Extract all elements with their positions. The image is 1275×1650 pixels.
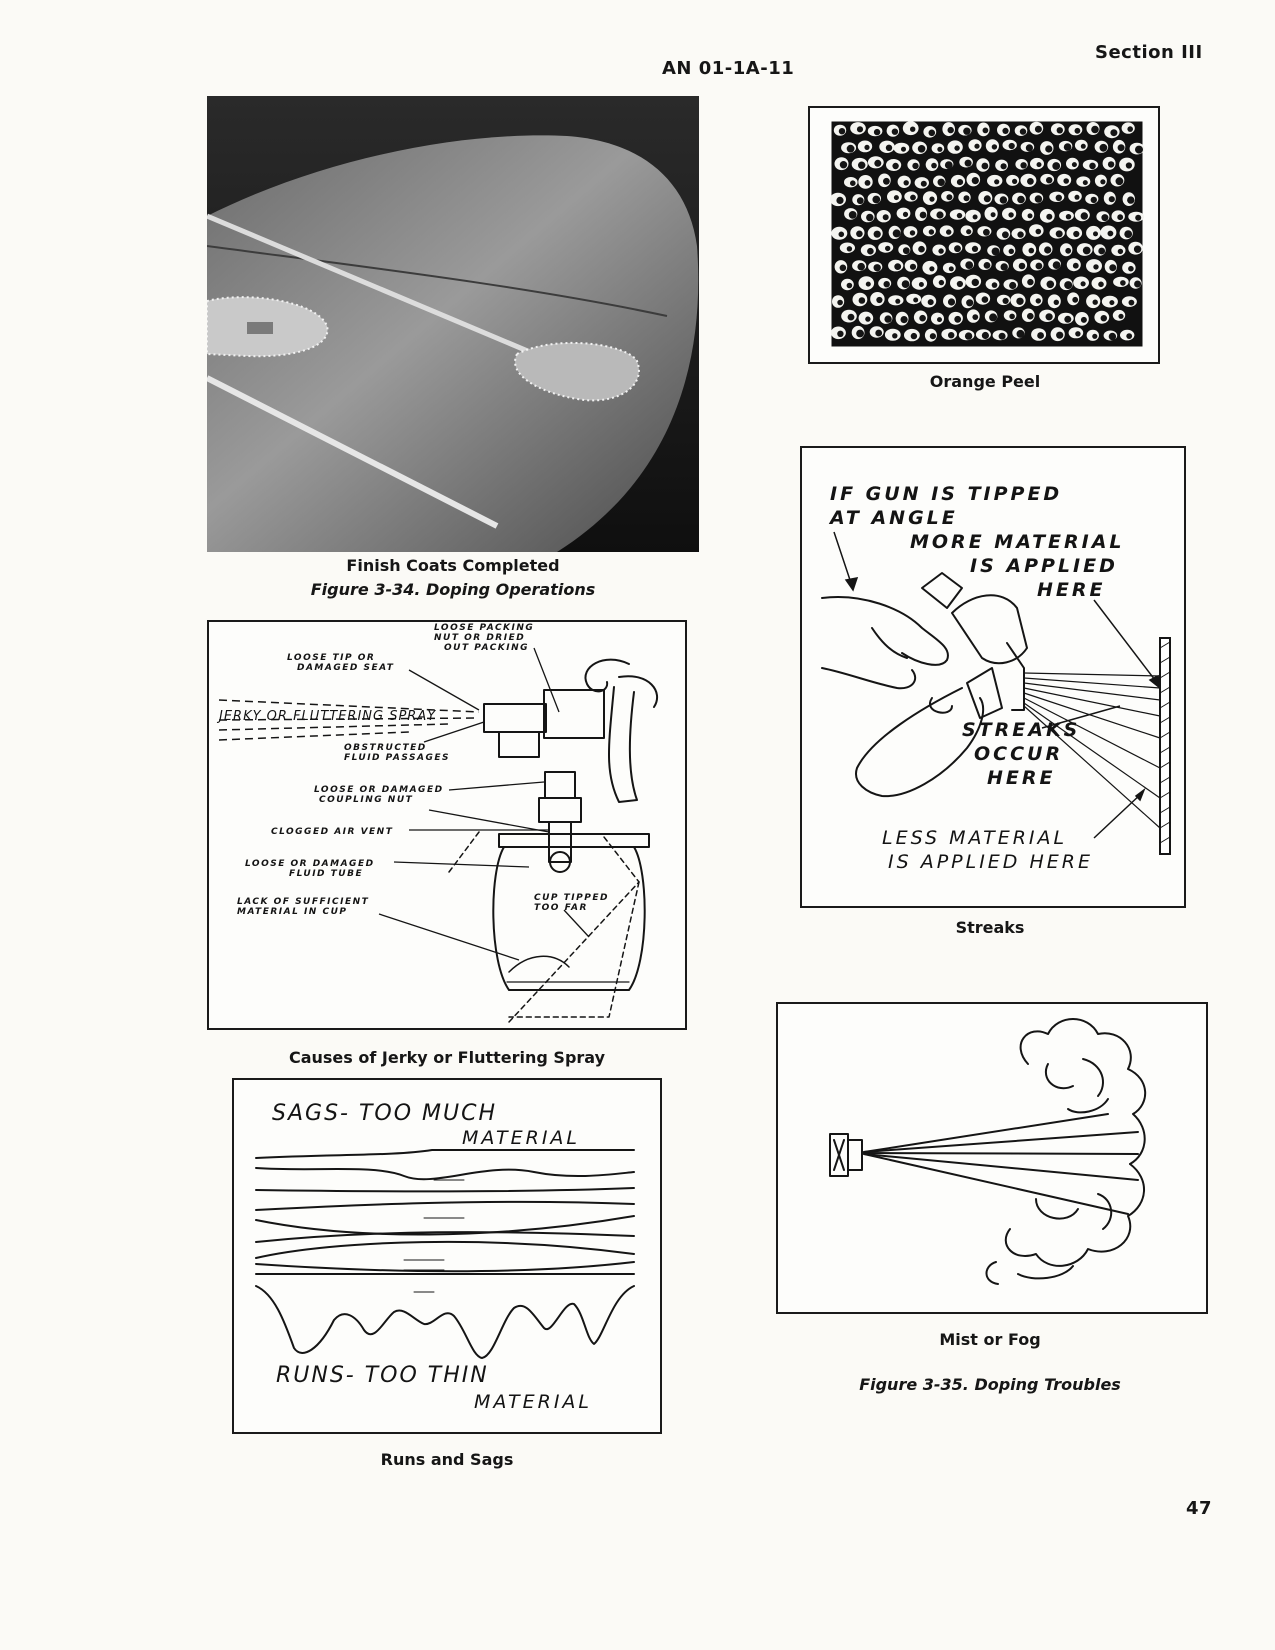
peel-shadow bbox=[884, 281, 890, 287]
peel-shadow bbox=[1019, 263, 1026, 270]
peel-shadow bbox=[865, 316, 870, 321]
peel-shadow bbox=[1056, 230, 1063, 237]
peel-shadow bbox=[982, 296, 989, 303]
peel-shadow bbox=[910, 195, 916, 201]
label-gun-1: IF GUN IS TIPPED bbox=[830, 483, 1063, 505]
peel-shadow bbox=[866, 282, 871, 287]
peel-shadow bbox=[930, 333, 936, 339]
peel-shadow bbox=[989, 313, 997, 321]
figure-3-35-caption: Figure 3-35. Doping Troubles bbox=[859, 1375, 1121, 1394]
peel-shadow bbox=[948, 127, 954, 133]
peel-shadow bbox=[1020, 162, 1026, 168]
orange-peel-diagram bbox=[808, 106, 1160, 364]
peel-shadow bbox=[957, 213, 962, 218]
peel-shadow bbox=[1092, 334, 1097, 339]
peel-shadow bbox=[991, 212, 996, 217]
label-air-vent: CLOGGED AIR VENT bbox=[271, 827, 394, 837]
mist-fog-diagram bbox=[776, 1002, 1208, 1314]
label-runs-1: RUNS- TOO THIN bbox=[276, 1363, 489, 1388]
label-sags-1: SAGS- TOO MUCH bbox=[272, 1101, 498, 1126]
peel-shadow bbox=[1046, 313, 1053, 320]
label-more-3: HERE bbox=[1037, 579, 1106, 601]
peel-shadow bbox=[1100, 179, 1105, 184]
peel-shadow bbox=[999, 333, 1006, 340]
peel-shadow bbox=[965, 332, 972, 339]
peel-shadow bbox=[945, 161, 953, 169]
peel-shadow bbox=[886, 145, 892, 151]
peel-shadow bbox=[1101, 214, 1108, 221]
peel-shadow bbox=[1000, 196, 1007, 203]
peel-shadow bbox=[1003, 298, 1009, 304]
peel-shadow bbox=[1073, 263, 1079, 269]
peel-shadow bbox=[929, 130, 936, 137]
peel-shadow bbox=[983, 229, 990, 236]
label-loose-packing-2: NUT OR DRIED bbox=[434, 633, 526, 643]
peel-shadow bbox=[949, 266, 954, 271]
peel-shadow bbox=[965, 261, 973, 269]
peel-shadow bbox=[1126, 162, 1132, 168]
label-lack-1: LACK OF SUFFICIENT bbox=[237, 897, 370, 907]
finish-coats-caption: Finish Coats Completed bbox=[346, 556, 560, 575]
peel-shadow bbox=[938, 179, 945, 186]
peel-shadow bbox=[1064, 143, 1072, 151]
peel-shadow bbox=[858, 162, 865, 169]
peel-shadow bbox=[1134, 281, 1141, 288]
peel-shadow bbox=[948, 332, 954, 338]
label-cup-tipped-2: TOO FAR bbox=[534, 903, 588, 913]
peel-shadow bbox=[982, 163, 989, 170]
label-less-1: LESS MATERIAL bbox=[882, 827, 1068, 849]
peel-shadow bbox=[966, 299, 973, 306]
peel-shadow bbox=[1083, 180, 1088, 185]
peel-shadow bbox=[883, 178, 890, 185]
peel-shadow bbox=[921, 181, 927, 187]
peel-shadow bbox=[1098, 282, 1104, 288]
peel-shadow bbox=[1093, 300, 1098, 305]
peel-shadow bbox=[1129, 300, 1135, 306]
peel-shadow bbox=[892, 163, 898, 169]
peel-shadow bbox=[1036, 229, 1042, 235]
finish-coats-photo bbox=[207, 96, 699, 552]
peel-shadow bbox=[1101, 315, 1107, 321]
peel-shadow bbox=[847, 246, 852, 251]
peel-shadow bbox=[884, 315, 891, 322]
peel-shadow bbox=[857, 263, 865, 271]
label-gun-2: AT ANGLE bbox=[830, 507, 958, 529]
peel-shadow bbox=[929, 197, 934, 202]
peel-shadow bbox=[867, 248, 874, 255]
peel-shadow bbox=[893, 229, 901, 237]
peel-shadow bbox=[1045, 145, 1052, 152]
peel-shadow bbox=[1098, 248, 1105, 255]
peel-shadow bbox=[1108, 231, 1114, 237]
peel-shadow bbox=[954, 316, 961, 323]
peel-shadow bbox=[1091, 197, 1097, 203]
peel-shadow bbox=[839, 232, 845, 238]
peel-shadow bbox=[1089, 163, 1096, 170]
peel-shadow bbox=[1009, 143, 1015, 149]
peel-shadow bbox=[1135, 146, 1143, 154]
peel-shadow bbox=[1093, 231, 1098, 236]
peel-shadow bbox=[894, 195, 899, 200]
jerky-spray-caption: Causes of Jerky or Fluttering Spray bbox=[288, 1048, 606, 1067]
peel-shadow bbox=[874, 264, 881, 271]
peel-shadow bbox=[911, 333, 917, 339]
peel-shadow bbox=[1081, 317, 1087, 323]
label-fluid-tube-2: FLUID TUBE bbox=[289, 869, 364, 879]
peel-shadow bbox=[966, 229, 971, 234]
peel-shadow bbox=[872, 196, 880, 204]
peel-shadow bbox=[954, 245, 961, 252]
peel-shadow bbox=[850, 180, 856, 186]
peel-shadow bbox=[1108, 161, 1114, 167]
peel-shadow bbox=[1017, 231, 1023, 237]
peel-shadow bbox=[1017, 330, 1025, 338]
peel-shadow bbox=[910, 127, 915, 132]
peel-shadow bbox=[1065, 248, 1071, 254]
peel-shadow bbox=[1109, 264, 1116, 271]
streaks-diagram bbox=[800, 446, 1186, 908]
peel-shadow bbox=[836, 197, 843, 204]
label-fluid-tube-1: LOOSE OR DAMAGED bbox=[245, 859, 375, 869]
mist-fog-caption: Mist or Fog bbox=[939, 1330, 1041, 1349]
document-number: AN 01-1A-11 bbox=[662, 58, 795, 79]
label-coupling-2: COUPLING NUT bbox=[319, 795, 414, 805]
runs-sags-diagram bbox=[232, 1078, 662, 1434]
peel-shadow bbox=[1054, 300, 1059, 305]
peel-shadow bbox=[1056, 332, 1063, 339]
label-obstructed-1: OBSTRUCTED bbox=[344, 743, 427, 753]
peel-shadow bbox=[847, 283, 853, 289]
peel-shadow bbox=[904, 180, 909, 185]
peel-shadow bbox=[865, 180, 871, 186]
orange-peel-caption: Orange Peel bbox=[929, 372, 1041, 391]
peel-shadow bbox=[874, 231, 881, 238]
peel-shadow bbox=[938, 248, 943, 253]
peel-shadow bbox=[965, 160, 972, 167]
peel-shadow bbox=[1081, 212, 1088, 219]
peel-shadow bbox=[992, 282, 998, 288]
peel-shadow bbox=[856, 231, 863, 238]
peel-shadow bbox=[849, 211, 857, 219]
peel-shadow bbox=[875, 330, 882, 337]
peel-shadow bbox=[954, 145, 959, 150]
peel-shadow bbox=[1008, 212, 1013, 217]
peel-shadow bbox=[1073, 231, 1079, 237]
peel-shadow bbox=[929, 266, 934, 271]
peel-shadow bbox=[903, 247, 910, 254]
label-loose-tip-1: LOOSE TIP OR bbox=[287, 653, 376, 663]
peel-shadow bbox=[1027, 178, 1034, 185]
label-streaks-1: STREAKS bbox=[962, 719, 1081, 741]
peel-shadow bbox=[1075, 331, 1080, 336]
peel-shadow bbox=[1064, 281, 1072, 289]
peel-shadow bbox=[918, 145, 926, 153]
peel-shadow bbox=[1118, 249, 1123, 254]
peel-shadow bbox=[902, 280, 910, 288]
peel-shadow bbox=[1036, 298, 1041, 303]
peel-shadow bbox=[929, 229, 934, 234]
peel-shadow bbox=[1053, 261, 1061, 269]
peel-shadow bbox=[856, 330, 864, 338]
peel-shadow bbox=[1052, 162, 1060, 170]
peel-shadow bbox=[857, 197, 864, 204]
peel-shadow bbox=[936, 211, 943, 218]
label-less-2: IS APPLIED HERE bbox=[888, 851, 1093, 873]
peel-shadow bbox=[1072, 297, 1078, 303]
peel-shadow bbox=[1027, 313, 1034, 320]
label-runs-2: MATERIAL bbox=[474, 1391, 593, 1413]
peel-shadow bbox=[1009, 282, 1016, 289]
peel-shadow bbox=[1072, 162, 1077, 167]
peel-shadow bbox=[939, 280, 944, 285]
peel-shadow bbox=[919, 315, 926, 322]
runs-sags-caption: Runs and Sags bbox=[380, 1450, 514, 1469]
peel-shadow bbox=[1009, 249, 1014, 254]
peel-shadow bbox=[1116, 177, 1124, 185]
peel-shadow bbox=[901, 147, 906, 152]
peel-shadow bbox=[1093, 264, 1098, 269]
peel-shadow bbox=[874, 129, 880, 135]
peel-shadow bbox=[1001, 163, 1007, 169]
peel-shadow bbox=[992, 248, 1000, 256]
peel-shadow bbox=[1100, 144, 1108, 152]
peel-shadow bbox=[1035, 195, 1042, 202]
label-lack-2: MATERIAL IN CUP bbox=[237, 907, 348, 917]
peel-shadow bbox=[957, 281, 963, 287]
peel-shadow bbox=[1118, 144, 1125, 151]
peel-shadow bbox=[964, 195, 970, 201]
peel-shadow bbox=[1002, 231, 1009, 238]
peel-shadow bbox=[1057, 127, 1063, 133]
peel-shadow bbox=[859, 297, 866, 304]
peel-shadow bbox=[983, 128, 989, 134]
peel-shadow bbox=[1083, 247, 1091, 255]
jerky-spray-diagram bbox=[207, 620, 687, 1030]
peel-shadow bbox=[840, 161, 847, 168]
peel-shadow bbox=[837, 331, 843, 337]
label-sags-2: MATERIAL bbox=[462, 1127, 581, 1149]
peel-shadow bbox=[1128, 266, 1134, 272]
peel-shadow bbox=[1012, 179, 1017, 184]
peel-shadow bbox=[1064, 316, 1071, 323]
peel-shadow bbox=[894, 263, 901, 270]
label-streaks-2: OCCUR bbox=[974, 743, 1064, 765]
peel-shadow bbox=[883, 214, 889, 220]
label-streaks-3: HERE bbox=[987, 767, 1056, 789]
peel-shadow bbox=[1027, 279, 1033, 285]
peel-shadow bbox=[1110, 129, 1117, 136]
peel-shadow bbox=[963, 128, 970, 135]
peel-shadow bbox=[1120, 280, 1126, 286]
peel-shadow bbox=[1047, 281, 1055, 289]
peel-shadow bbox=[1109, 196, 1115, 202]
page-number: 47 bbox=[1186, 1498, 1213, 1519]
peel-shadow bbox=[910, 264, 916, 270]
label-cup-tipped-1: CUP TIPPED bbox=[534, 893, 609, 903]
label-jerky-spray: JERKY OR FLUTTERING SPRAY bbox=[219, 709, 437, 724]
label-more-1: MORE MATERIAL bbox=[910, 531, 1125, 553]
peel-shadow bbox=[1127, 126, 1133, 132]
peel-shadow bbox=[840, 265, 847, 272]
peel-shadow bbox=[992, 144, 997, 149]
peel-shadow bbox=[912, 163, 918, 169]
peel-shadow bbox=[946, 229, 951, 234]
peel-shadow bbox=[1028, 213, 1033, 218]
peel-shadow bbox=[920, 212, 927, 219]
peel-shadow bbox=[918, 246, 925, 253]
peel-shadow bbox=[931, 163, 937, 169]
peel-shadow bbox=[928, 299, 934, 305]
peel-shadow bbox=[1020, 128, 1026, 134]
peel-shadow bbox=[1066, 214, 1071, 219]
peel-shadow bbox=[937, 317, 942, 322]
peel-shadow bbox=[1026, 144, 1033, 151]
peel-shadow bbox=[972, 246, 978, 252]
peel-shadow bbox=[972, 177, 979, 184]
peel-shadow bbox=[1056, 195, 1062, 201]
peel-shadow bbox=[984, 195, 991, 202]
peel-shadow bbox=[892, 129, 898, 135]
peel-shadow bbox=[1046, 214, 1052, 220]
peel-shadow bbox=[1091, 126, 1099, 134]
peel-shadow bbox=[1001, 263, 1008, 270]
peel-shadow bbox=[1009, 314, 1015, 320]
peel-shadow bbox=[1036, 263, 1043, 270]
peel-shadow bbox=[1044, 246, 1051, 253]
peel-shadow bbox=[1002, 128, 1008, 134]
label-obstructed-2: FLUID PASSAGES bbox=[344, 753, 451, 763]
figure-3-34-caption: Figure 3-34. Doping Operations bbox=[310, 580, 596, 599]
peel-shadow bbox=[857, 126, 863, 132]
label-loose-packing-1: LOOSE PACKING bbox=[434, 623, 535, 633]
peel-shadow bbox=[874, 160, 881, 167]
peel-shadow bbox=[1075, 195, 1080, 200]
peel-shadow bbox=[948, 298, 955, 305]
peel-shadow bbox=[1127, 196, 1134, 203]
peel-shadow bbox=[1081, 144, 1086, 149]
peel-shadow bbox=[972, 279, 979, 286]
peel-shadow bbox=[903, 212, 908, 217]
streaks-caption: Streaks bbox=[955, 918, 1025, 937]
peel-shadow bbox=[1126, 333, 1132, 339]
peel-shadow bbox=[864, 145, 869, 150]
peel-shadow bbox=[1134, 246, 1141, 253]
peel-shadow bbox=[1117, 214, 1123, 220]
peel-shadow bbox=[973, 215, 978, 220]
peel-shadow bbox=[1063, 178, 1069, 184]
peel-shadow bbox=[901, 316, 908, 323]
peel-shadow bbox=[937, 147, 942, 152]
label-more-2: IS APPLIED bbox=[970, 555, 1118, 577]
peel-shadow bbox=[910, 230, 915, 235]
peel-shadow bbox=[876, 297, 882, 303]
peel-shadow bbox=[837, 300, 843, 306]
peel-shadow bbox=[1035, 126, 1042, 133]
peel-shadow bbox=[1017, 196, 1025, 204]
peel-shadow bbox=[839, 128, 845, 134]
peel-shadow bbox=[1135, 215, 1141, 221]
peel-shadow bbox=[892, 333, 897, 338]
peel-shadow bbox=[1118, 314, 1123, 319]
peel-shadow bbox=[919, 282, 924, 287]
label-loose-packing-3: OUT PACKING bbox=[444, 643, 530, 653]
peel-shadow bbox=[946, 194, 952, 200]
peel-shadow bbox=[984, 262, 991, 269]
peel-shadow bbox=[1016, 298, 1023, 305]
peel-shadow bbox=[1109, 333, 1116, 340]
peel-shadow bbox=[1075, 128, 1081, 134]
label-coupling-1: LOOSE OR DAMAGED bbox=[314, 785, 444, 795]
peel-shadow bbox=[1037, 332, 1044, 339]
peel-shadow bbox=[1037, 162, 1042, 167]
label-loose-tip-2: DAMAGED SEAT bbox=[297, 663, 395, 673]
peel-shadow bbox=[866, 214, 873, 221]
peel-shadow bbox=[957, 179, 963, 185]
peel-shadow bbox=[1109, 300, 1114, 305]
peel-shadow bbox=[994, 179, 999, 184]
section-label: Section III bbox=[1095, 42, 1203, 63]
peel-shadow bbox=[847, 145, 855, 153]
peel-shadow bbox=[974, 144, 979, 149]
peel-shadow bbox=[972, 314, 978, 320]
peel-shadow bbox=[1029, 248, 1035, 254]
peel-shadow bbox=[848, 314, 855, 321]
peel-shadow bbox=[1081, 281, 1086, 286]
peel-shadow bbox=[913, 298, 918, 303]
peel-shadow bbox=[1124, 230, 1132, 238]
peel-shadow bbox=[1046, 177, 1052, 183]
peel-shadow bbox=[885, 246, 890, 251]
peel-shadow bbox=[895, 299, 900, 304]
peel-shadow bbox=[982, 332, 989, 339]
